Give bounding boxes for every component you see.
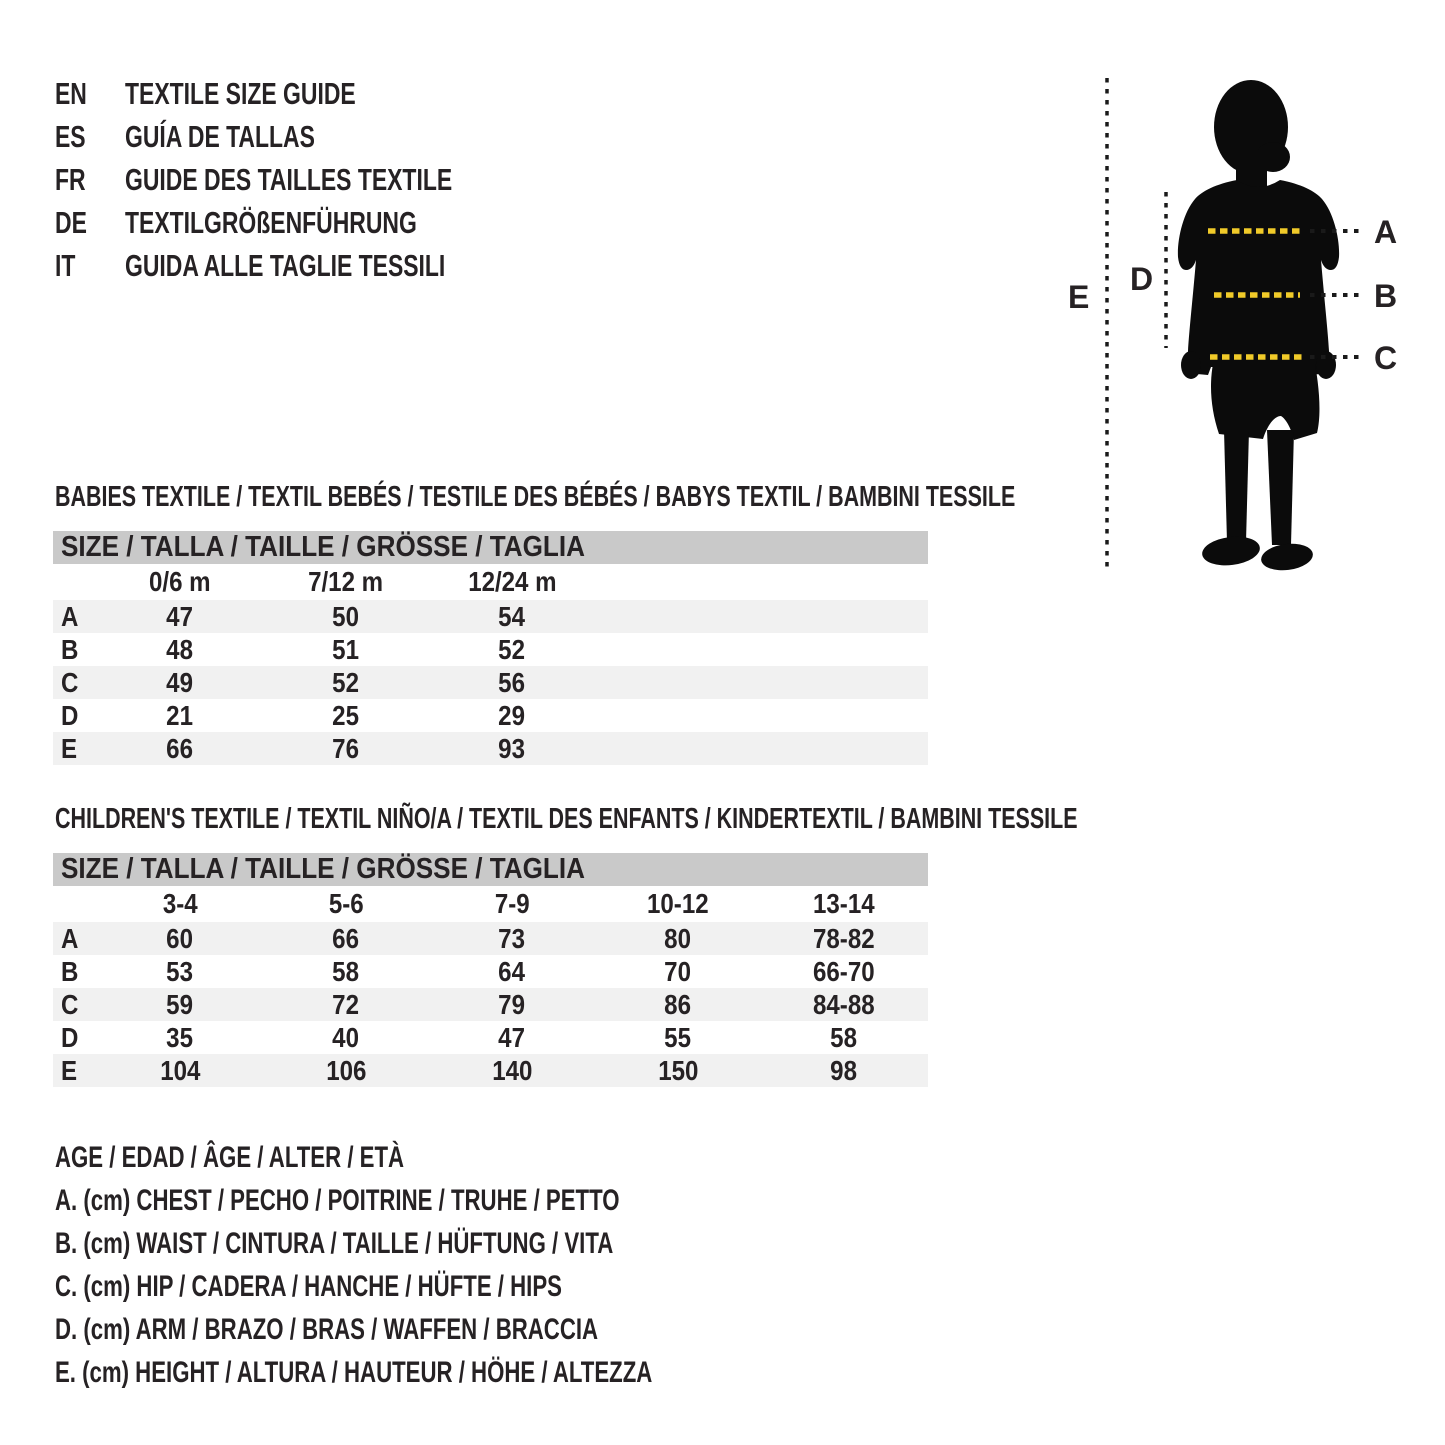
cell-value: 98 xyxy=(830,1054,858,1086)
cell-value: 80 xyxy=(664,922,692,954)
cell-value: 104 xyxy=(159,1054,201,1086)
row-label: C xyxy=(61,666,79,698)
children-column-header-row xyxy=(53,886,928,922)
children-col-5-6: 5-6 xyxy=(328,888,364,919)
cell-value: 49 xyxy=(166,666,194,698)
cell-value: 25 xyxy=(332,699,360,731)
figure-label-b: B xyxy=(1374,278,1398,314)
cell-value: 21 xyxy=(166,699,194,731)
children-section-title: CHILDREN'S TEXTILE / TEXTIL NIÑO/A / TEXTIL DES ENFANTS / KINDERTEXTIL / BAMBINI TESSILE xyxy=(55,803,1078,835)
language-row-it xyxy=(55,244,567,287)
cell-value: 66 xyxy=(332,922,360,954)
silhouette-shorts xyxy=(1211,364,1319,440)
cell-value: 73 xyxy=(498,922,526,954)
row-label: C xyxy=(61,988,79,1020)
table-row-b xyxy=(53,955,928,988)
table-row-e xyxy=(53,732,928,765)
cell-value: 150 xyxy=(657,1054,699,1086)
row-label: A xyxy=(61,600,79,632)
babies-col-12-24m: 12/24 m xyxy=(467,566,557,597)
language-row-fr xyxy=(55,158,567,201)
table-row-c xyxy=(53,988,928,1021)
row-label: B xyxy=(61,633,79,665)
cell-value: 50 xyxy=(332,600,360,632)
figure-label-c: C xyxy=(1374,340,1398,376)
guide-title-en: TEXTILE SIZE GUIDE xyxy=(125,76,356,111)
children-col-3-4: 3-4 xyxy=(162,888,198,919)
cell-value: 84-88 xyxy=(813,988,875,1020)
table-row-c xyxy=(53,666,928,699)
cell-value: 70 xyxy=(664,955,692,987)
language-code: DE xyxy=(55,205,87,240)
babies-section-title: BABIES TEXTILE / TEXTIL BEBÉS / TESTILE DES BÉBÉS / BABYS TEXTIL / BAMBINI TESSILE xyxy=(55,481,1016,513)
guide-title-it: GUIDA ALLE TAGLIE TESSILI xyxy=(125,248,446,283)
cell-value: 54 xyxy=(498,600,526,632)
cell-value: 93 xyxy=(498,732,526,764)
cell-value: 56 xyxy=(498,666,526,698)
cell-value: 52 xyxy=(332,666,360,698)
table-row-e xyxy=(53,1054,928,1087)
cell-value: 58 xyxy=(830,1021,858,1053)
cell-value: 58 xyxy=(332,955,360,987)
table-row-d xyxy=(53,1021,928,1054)
row-label: A xyxy=(61,922,79,954)
legend-chest: A. (cm) CHEST / PECHO / POITRINE / TRUHE / PETTO xyxy=(55,1184,620,1217)
cell-value: 55 xyxy=(664,1021,692,1053)
cell-value: 60 xyxy=(166,922,194,954)
cell-value: 47 xyxy=(498,1021,526,1053)
cell-value: 52 xyxy=(498,633,526,665)
cell-value: 66 xyxy=(166,732,194,764)
table-row-a xyxy=(53,600,928,633)
cell-value: 78-82 xyxy=(813,922,875,954)
cell-value: 53 xyxy=(166,955,194,987)
language-title-block xyxy=(55,72,567,287)
guide-title-de: TEXTILGRÖßENFÜHRUNG xyxy=(125,205,417,240)
language-row-en xyxy=(55,72,567,115)
cell-value: 51 xyxy=(332,633,360,665)
babies-column-header-row xyxy=(53,564,928,600)
measurement-legend xyxy=(55,1136,862,1394)
babies-col-0-6m: 0/6 m xyxy=(149,566,211,597)
row-label: D xyxy=(61,699,79,731)
language-row-es xyxy=(55,115,567,158)
legend-height: E. (cm) HEIGHT / ALTURA / HAUTEUR / HÖHE / ALTEZZA xyxy=(55,1356,653,1389)
cell-value: 40 xyxy=(332,1021,360,1053)
silhouette-shirt xyxy=(1178,180,1339,375)
legend-waist: B. (cm) WAIST / CINTURA / TAILLE / HÜFTUNG / VITA xyxy=(55,1227,614,1260)
figure-label-a: A xyxy=(1374,214,1398,250)
children-col-13-14: 13-14 xyxy=(813,888,875,919)
babies-size-table xyxy=(53,531,928,765)
cell-value: 29 xyxy=(498,699,526,731)
babies-size-header-bar: SIZE / TALLA / TAILLE / GRÖSSE / TAGLIA xyxy=(53,531,928,564)
row-label: E xyxy=(61,1054,78,1086)
row-label: B xyxy=(61,955,79,987)
legend-arm: D. (cm) ARM / BRAZO / BRAS / WAFFEN / BRACCIA xyxy=(55,1313,599,1346)
cell-value: 106 xyxy=(325,1054,367,1086)
guide-title-es: GUÍA DE TALLAS xyxy=(125,119,315,154)
figure-label-d: D xyxy=(1130,261,1154,297)
cell-value: 79 xyxy=(498,988,526,1020)
language-row-de xyxy=(55,201,567,244)
cell-value: 72 xyxy=(332,988,360,1020)
cell-value: 35 xyxy=(166,1021,194,1053)
legend-age: AGE / EDAD / ÂGE / ALTER / ETÀ xyxy=(55,1141,405,1174)
figure-label-e: E xyxy=(1068,279,1090,315)
babies-col-7-12m: 7/12 m xyxy=(308,566,384,597)
language-code: FR xyxy=(55,162,86,197)
cell-value: 64 xyxy=(498,955,526,987)
cell-value: 86 xyxy=(664,988,692,1020)
children-col-7-9: 7-9 xyxy=(494,888,530,919)
cell-value: 47 xyxy=(166,600,194,632)
cell-value: 48 xyxy=(166,633,194,665)
cell-value: 140 xyxy=(491,1054,533,1086)
row-label: E xyxy=(61,732,78,764)
table-row-a xyxy=(53,922,928,955)
children-size-table xyxy=(53,853,928,1087)
guide-title-fr: GUIDE DES TAILLES TEXTILE xyxy=(125,162,453,197)
row-label: D xyxy=(61,1021,79,1053)
cell-value: 76 xyxy=(332,732,360,764)
cell-value: 59 xyxy=(166,988,194,1020)
table-row-b xyxy=(53,633,928,666)
table-row-d xyxy=(53,699,928,732)
children-size-header-bar: SIZE / TALLA / TAILLE / GRÖSSE / TAGLIA xyxy=(53,853,928,886)
children-col-10-12: 10-12 xyxy=(647,888,709,919)
cell-value: 66-70 xyxy=(813,955,875,987)
legend-hip: C. (cm) HIP / CADERA / HANCHE / HÜFTE / HIPS xyxy=(55,1270,562,1303)
language-code: ES xyxy=(55,119,86,154)
language-code: IT xyxy=(55,248,76,283)
language-code: EN xyxy=(55,76,87,111)
